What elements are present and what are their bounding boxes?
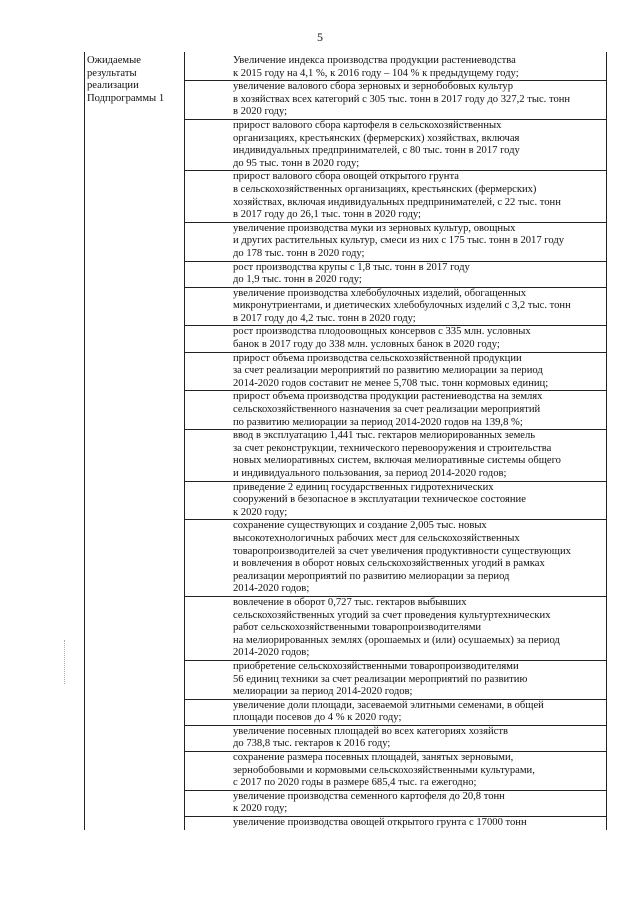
result-line: Увеличение индекса производства продукции растениеводства: [233, 55, 516, 66]
result-line: прирост валового сбора картофеля в сельскохозяйственных: [233, 119, 502, 131]
result-line: зернобобовыми и кормовыми сельскохозяйственными культурами,: [233, 764, 535, 776]
result-line: мелиорации за период 2014-2020 годов;: [233, 686, 413, 698]
result-line: сохранение размера посевных площадей, занятых зерновыми,: [233, 752, 514, 764]
result-line: банок в 2017 году до 338 млн. условных банок в 2020 году;: [233, 339, 500, 351]
result-line: хозяйствах, включая индивидуальных предпринимателей, с 22 тыс. тонн: [233, 196, 561, 208]
result-line: в 2017 году до 4,2 тыс. тонн в 2020 году;: [233, 312, 416, 324]
result-paragraph: [185, 326, 606, 352]
result-paragraph: [185, 81, 606, 120]
subprogram-results-table: [84, 52, 607, 830]
result-paragraph: [185, 482, 606, 521]
result-line: сельскохозяйственных угодий за счет проведения культуртехнических: [233, 609, 551, 621]
result-line: увеличение производства муки из зерновых культур, овощных: [233, 222, 516, 234]
result-line: к 2020 году;: [233, 506, 288, 518]
result-line: по развитию мелиорации за период 2014-2020 годов на 139,8 %;: [233, 416, 523, 428]
result-line: и индивидуального пользования, за период 2014-2020 годов;: [233, 468, 507, 479]
result-line: увеличение производства семенного картофеля до 20,8 тонн: [233, 790, 505, 802]
result-paragraph: [185, 726, 606, 752]
result-line: и других растительных культур, смеси из них с 175 тыс. тонн в 2017 году: [233, 235, 565, 247]
result-line: до 95 тыс. тонн в 2020 году;: [233, 157, 360, 169]
result-line: рост производства крупы с 1,8 тыс. тонн в 2017 году: [233, 261, 470, 273]
result-line: микронутриентами, и диетических хлебобулочных изделий с 3,2 тыс. тонн: [233, 300, 571, 312]
result-line: приобретение сельскохозяйственными товаропроизводителями: [233, 660, 519, 672]
result-paragraph: [185, 353, 606, 392]
result-line: увеличение доли площади, засеваемой элитными семенами, в общей: [233, 699, 544, 711]
result-paragraph: [185, 223, 606, 262]
result-line: в сельскохозяйственных организациях, крестьянских (фермерских): [233, 183, 537, 195]
result-line: на мелиорированных землях (орошаемых и (или) осушаемых) за период: [233, 634, 560, 646]
result-paragraph: [185, 391, 606, 430]
result-paragraph: [185, 700, 606, 726]
result-paragraph: [185, 597, 606, 661]
row-label-line: Подпрограммы 1: [87, 92, 165, 104]
result-paragraph: [185, 752, 606, 791]
table-row: [85, 52, 607, 830]
results-content-cell: [185, 52, 607, 830]
result-line: сельскохозяйственного назначения за счет реализации мероприятий: [233, 404, 541, 416]
result-paragraph: [185, 171, 606, 222]
result-line: реализации мероприятий по развитию мелиорации за период: [233, 570, 510, 582]
result-paragraph: [185, 52, 606, 81]
result-line: в хозяйствах всех категорий с 305 тыс. тонн в 2017 году до 327,2 тыс. тонн: [233, 93, 571, 105]
result-line: индивидуальных предпринимателей, с 80 тыс. тонн в 2017 году: [233, 145, 520, 157]
result-paragraph: [185, 262, 606, 288]
result-line: 56 единиц техники за счет реализации мероприятий по развитию: [233, 673, 528, 685]
result-paragraph: [185, 288, 606, 327]
result-line: организациях, крестьянских (фермерских) хозяйствах, включая: [233, 132, 520, 144]
result-line: с 2017 по 2020 годы в размере 685,4 тыс. га ежегодно;: [233, 777, 477, 789]
result-line: рост производства плодоовощных консервов с 335 млн. условных: [233, 326, 531, 338]
result-line: за счет реализации мероприятий по развитию мелиорации за период: [233, 365, 543, 377]
result-line: 2014-2020 годов;: [233, 647, 310, 659]
row-label-line: результаты: [87, 67, 137, 79]
result-line: вовлечение в оборот 0,727 тыс. гектаров выбывших: [233, 596, 467, 608]
result-paragraph: [185, 430, 606, 481]
result-line: до 738,8 тыс. гектаров к 2016 году;: [233, 738, 391, 750]
result-line: до 1,9 тыс. тонн в 2020 году;: [233, 274, 362, 286]
result-line: прирост валового сбора овощей открытого грунта: [233, 171, 459, 183]
row-label-line: реализации: [87, 80, 139, 92]
result-line: прирост объема производства сельскохозяйственной продукции: [233, 352, 522, 364]
margin-mark: [64, 640, 66, 684]
row-label-cell: [85, 52, 185, 830]
result-paragraph: [185, 791, 606, 817]
result-line: 2014-2020 годов;: [233, 583, 310, 595]
result-line: увеличение производства хлебобулочных изделий, обогащенных: [233, 287, 527, 299]
result-line: ввод в эксплуатацию 1,441 тыс. гектаров мелиорированных земель: [233, 430, 536, 442]
result-line: 2014-2020 годов составит не менее 5,708 тыс. тонн кормовых единиц;: [233, 377, 549, 389]
result-line: в 2017 году до 26,1 тыс. тонн в 2020 году;: [233, 209, 421, 221]
row-label-line: Ожидаемые: [87, 55, 141, 66]
result-line: за счет реконструкции, технического перевооружения и строительства: [233, 442, 552, 454]
result-line: площади посевов до 4 % к 2020 году;: [233, 712, 402, 724]
result-line: увеличение посевных площадей во всех категориях хозяйств: [233, 725, 508, 737]
result-line: новых мелиоративных систем, включая мелиоративные системы общего: [233, 455, 561, 467]
result-line: в 2020 году;: [233, 106, 288, 118]
result-line: к 2020 году;: [233, 803, 288, 815]
result-line: до 178 тыс. тонн в 2020 году;: [233, 247, 365, 259]
result-paragraph: [185, 661, 606, 700]
result-line: и вовлечения в оборот новых сельскохозяйственных угодий в рамках: [233, 558, 545, 570]
result-line: прирост объема производства продукции растениеводства на землях: [233, 391, 543, 403]
result-line: работ сельскохозяйственными товаропроизводителями: [233, 622, 482, 634]
result-paragraph: [185, 520, 606, 597]
result-line: увеличение производства овощей открытого грунта с 17000 тонн: [233, 817, 527, 829]
result-line: к 2015 году на 4,1 %, к 2016 году – 104 % к предыдущему году;: [233, 67, 519, 79]
result-line: товаропроизводителей за счет увеличения продуктивности существующих: [233, 545, 571, 557]
result-line: высокотехнологичных рабочих мест для сельскохозяйственных: [233, 532, 520, 544]
result-line: сохранение существующих и создание 2,005 тыс. новых: [233, 520, 487, 532]
result-paragraph: [185, 817, 606, 830]
result-line: сооружений в безопасное в эксплуатации техническое состояние: [233, 494, 526, 506]
result-line: приведение 2 единиц государственных гидротехнических: [233, 481, 494, 493]
page-number: 5: [317, 30, 323, 44]
result-paragraph: [185, 120, 606, 171]
result-line: увеличение валового сбора зерновых и зернобобовых культур: [233, 81, 514, 93]
